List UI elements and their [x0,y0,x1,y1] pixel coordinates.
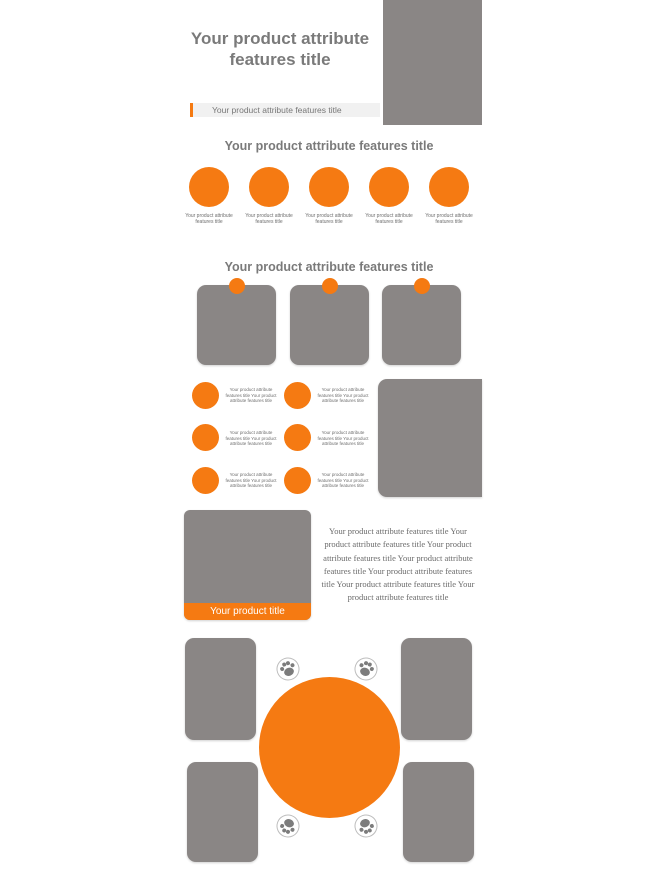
feature-grid-text: Your product attribute features title Your product attribute features title [225,430,277,446]
collage-center-circle [259,677,400,818]
feature-circle [249,167,289,207]
feature-caption: Your product attribute features title [245,213,293,225]
feature-circle [429,167,469,207]
paw-icon [351,654,382,685]
product-image-placeholder [184,510,311,620]
hero-subtitle-bar [190,103,380,117]
hero-subtitle: Your product attribute features title [212,105,342,115]
product-description: Your product attribute features title Your product attribute features title Your product attribute features title Your product attribute features title Your product attribute features title Your product attribute features title Your product attribute features title [321,526,475,603]
feature-grid-circle [192,382,219,409]
feature-grid-text: Your product attribute features title Your product attribute features title [317,387,369,403]
feature-grid-circle [284,467,311,494]
feature-circle [189,167,229,207]
feature-grid-text: Your product attribute features title Your product attribute features title [225,387,277,403]
collage-image-placeholder [403,762,474,862]
hero-title: Your product attribute features title [190,29,370,69]
feature-caption: Your product attribute features title [425,213,473,225]
card-image-placeholder [382,285,461,365]
feature-caption: Your product attribute features title [185,213,233,225]
feature-grid-circle [192,424,219,451]
card-dot [229,278,245,294]
feature-grid-text: Your product attribute features title Your product attribute features title [225,472,277,488]
feature-grid-text: Your product attribute features title Your product attribute features title [317,472,369,488]
feature-circle [309,167,349,207]
paw-icon [273,654,304,685]
accent-marker [190,103,193,117]
feature-caption: Your product attribute features title [365,213,413,225]
circles-section-title: Your product attribute features title [224,139,434,153]
feature-grid-image-placeholder [378,379,482,497]
card-image-placeholder [197,285,276,365]
paw-icon [273,811,304,842]
feature-grid-circle [284,382,311,409]
card-image-placeholder [290,285,369,365]
card-dot [322,278,338,294]
feature-grid-circle [192,467,219,494]
cards-section-title: Your product attribute features title [224,260,434,274]
collage-image-placeholder [185,638,256,740]
feature-circle [369,167,409,207]
feature-grid-text: Your product attribute features title Your product attribute features title [317,430,369,446]
collage-image-placeholder [187,762,258,862]
feature-grid-circle [284,424,311,451]
feature-caption: Your product attribute features title [305,213,353,225]
card-dot [414,278,430,294]
collage-image-placeholder [401,638,472,740]
paw-icon [351,811,382,842]
hero-image-placeholder [383,0,482,125]
product-title-bar [184,603,311,620]
product-title: Your product title [210,606,285,617]
